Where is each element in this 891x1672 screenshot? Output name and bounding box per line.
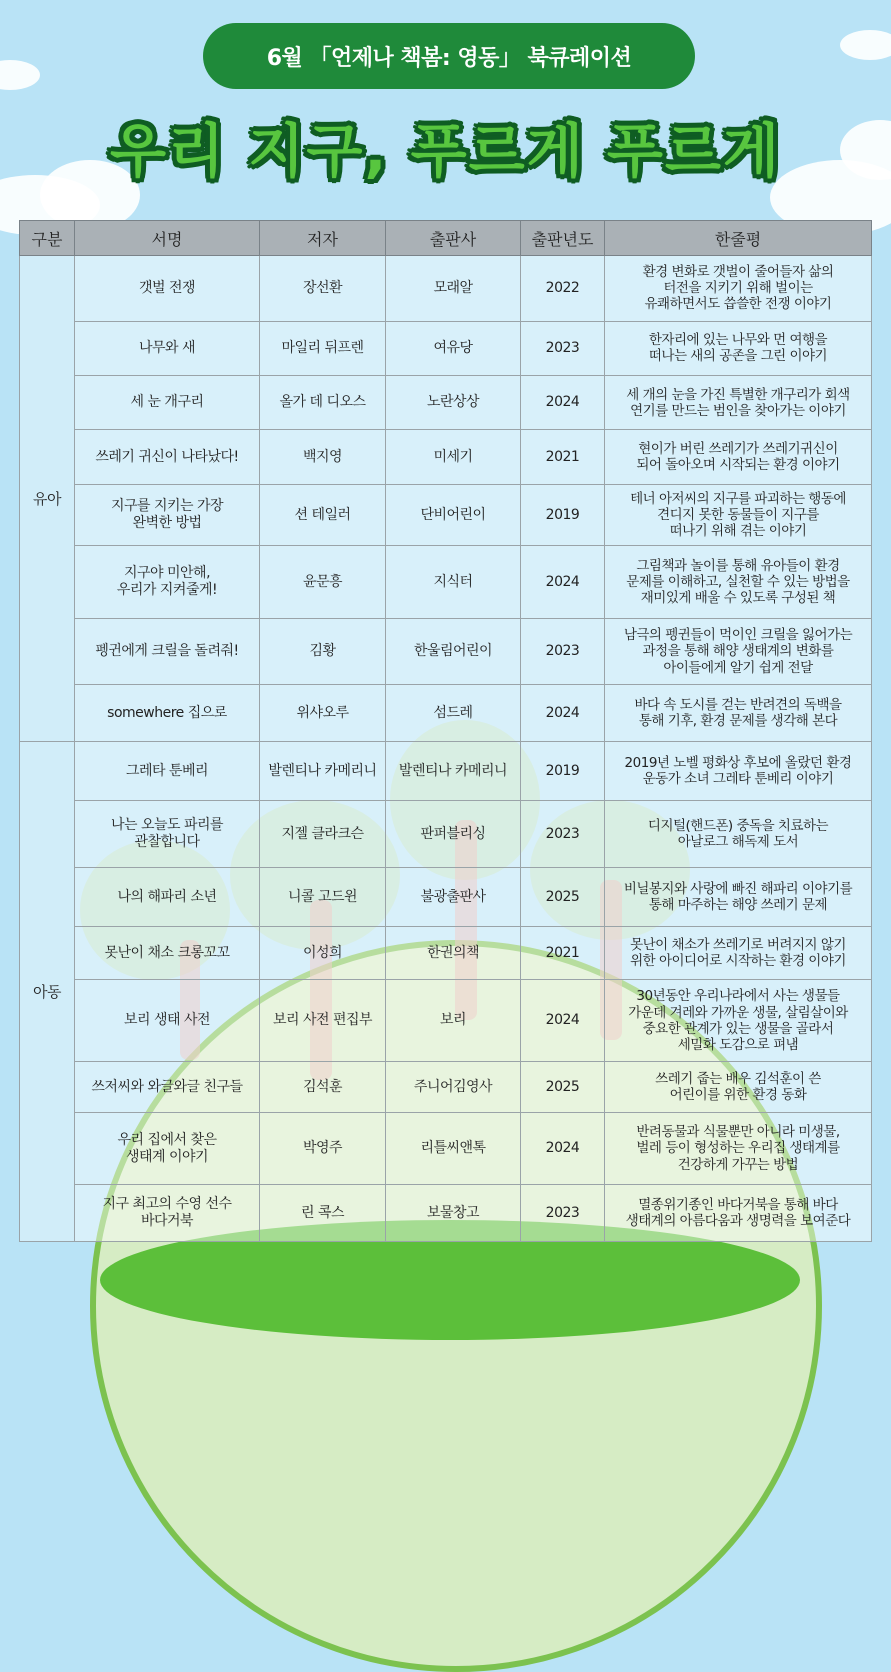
column-header: 출판년도: [521, 221, 605, 256]
category-cell: 아동: [20, 742, 75, 1242]
book-title: 못난이 채소 크롱꼬꼬: [75, 926, 260, 979]
table-body: [20, 256, 872, 1242]
book-author: 마일리 뒤프렌: [260, 321, 386, 375]
book-year: 2023: [521, 1185, 605, 1242]
book-list-table: [19, 220, 872, 1242]
book-title: 나무와 새: [75, 321, 260, 375]
table-header-row: [20, 221, 872, 256]
book-year: 2021: [521, 430, 605, 484]
book-year: 2023: [521, 619, 605, 685]
table-row: [20, 546, 872, 619]
cloud-decoration: [840, 30, 891, 60]
column-header: 서명: [75, 221, 260, 256]
book-title: 지구를 지키는 가장 완벽한 방법: [75, 484, 260, 546]
book-author: 션 테일러: [260, 484, 386, 546]
book-review: 반려동물과 식물뿐만 아니라 미생물, 벌레 등이 형성하는 우리집 생태계를 건강하게 가꾸는 방법: [605, 1112, 872, 1185]
book-author: 발렌티나 카메리니: [260, 742, 386, 800]
book-author: 윤문흥: [260, 546, 386, 619]
book-publisher: 보물창고: [386, 1185, 521, 1242]
book-year: 2019: [521, 484, 605, 546]
book-review: 환경 변화로 갯벌이 줄어들자 삶의 터전을 지키기 위해 벌이는 유쾌하면서도 씁쓸한 전쟁 이야기: [605, 256, 872, 322]
book-publisher: 여유당: [386, 321, 521, 375]
book-title: 갯벌 전쟁: [75, 256, 260, 322]
book-author: 백지영: [260, 430, 386, 484]
book-year: 2023: [521, 800, 605, 868]
book-year: 2024: [521, 684, 605, 741]
book-publisher: 보리: [386, 980, 521, 1062]
book-title: somewhere 집으로: [75, 684, 260, 741]
table-row: [20, 321, 872, 375]
book-review: 쓰레기 줍는 배우 김석훈이 쓴 어린이를 위한 환경 동화: [605, 1062, 872, 1112]
book-publisher: 단비어린이: [386, 484, 521, 546]
subtitle-badge: [203, 23, 695, 89]
book-author: 김황: [260, 619, 386, 685]
table-row: [20, 868, 872, 926]
book-review: 못난이 채소가 쓰레기로 버려지지 않기 위한 아이디어로 시작하는 환경 이야기: [605, 926, 872, 979]
book-review: 그림책과 놀이를 통해 유아들이 환경 문제를 이해하고, 실천할 수 있는 방법을 재미있게 배울 수 있도록 구성된 책: [605, 546, 872, 619]
book-year: 2025: [521, 1062, 605, 1112]
book-title: 세 눈 개구리: [75, 376, 260, 430]
book-year: 2025: [521, 868, 605, 926]
book-title: 지구 최고의 수영 선수 바다거북: [75, 1185, 260, 1242]
book-author: 린 콕스: [260, 1185, 386, 1242]
table-row: [20, 1062, 872, 1112]
book-review: 테너 아저씨의 지구를 파괴하는 행동에 견디지 못한 동물들이 지구를 떠나기 위해 겪는 이야기: [605, 484, 872, 546]
table-row: [20, 1112, 872, 1185]
book-title: 펭귄에게 크릴을 돌려줘!: [75, 619, 260, 685]
book-review: 비닐봉지와 사랑에 빠진 해파리 이야기를 통해 마주하는 해양 쓰레기 문제: [605, 868, 872, 926]
book-title: 그레타 툰베리: [75, 742, 260, 800]
column-header: 한줄평: [605, 221, 872, 256]
book-title: 쓰레기 귀신이 나타났다!: [75, 430, 260, 484]
book-title: 나는 오늘도 파리를 관찰합니다: [75, 800, 260, 868]
category-cell: 유아: [20, 256, 75, 742]
book-title: 보리 생태 사전: [75, 980, 260, 1062]
book-publisher: 불광출판사: [386, 868, 521, 926]
table-row: [20, 619, 872, 685]
book-publisher: 노란상상: [386, 376, 521, 430]
table-row: [20, 256, 872, 322]
book-publisher: 미세기: [386, 430, 521, 484]
book-author: 장선환: [260, 256, 386, 322]
book-review: 멸종위기종인 바다거북을 통해 바다 생태계의 아름다움과 생명력을 보여준다: [605, 1185, 872, 1242]
table-row: [20, 430, 872, 484]
book-review: 바다 속 도시를 걷는 반려견의 독백을 통해 기후, 환경 문제를 생각해 본다: [605, 684, 872, 741]
table-row: [20, 980, 872, 1062]
book-publisher: 한권의책: [386, 926, 521, 979]
book-author: 위샤오루: [260, 684, 386, 741]
book-year: 2024: [521, 980, 605, 1062]
book-year: 2019: [521, 742, 605, 800]
book-author: 김석훈: [260, 1062, 386, 1112]
book-author: 올가 데 디오스: [260, 376, 386, 430]
book-review: 2019년 노벨 평화상 후보에 올랐던 환경 운동가 소녀 그레타 툰베리 이야기: [605, 742, 872, 800]
book-title: 나의 해파리 소년: [75, 868, 260, 926]
table-row: [20, 684, 872, 741]
book-year: 2024: [521, 1112, 605, 1185]
book-publisher: 판퍼블리싱: [386, 800, 521, 868]
book-year: 2022: [521, 256, 605, 322]
book-author: 지젤 클라크슨: [260, 800, 386, 868]
book-year: 2024: [521, 376, 605, 430]
book-title: 지구야 미안해, 우리가 지켜줄게!: [75, 546, 260, 619]
table-row: [20, 484, 872, 546]
book-publisher: 주니어김영사: [386, 1062, 521, 1112]
book-publisher: 섬드레: [386, 684, 521, 741]
subtitle-text: 6월 「언제나 책봄: 영동」 북큐레이션: [266, 45, 632, 71]
book-review: 남극의 펭귄들이 먹이인 크릴을 잃어가는 과정을 통해 해양 생태계의 변화를 아이들에게 알기 쉽게 전달: [605, 619, 872, 685]
table-row: [20, 1185, 872, 1242]
page-title: 우리 지구, 푸르게 푸르게: [110, 117, 781, 185]
table-row: [20, 800, 872, 868]
book-author: 보리 사전 편집부: [260, 980, 386, 1062]
book-year: 2024: [521, 546, 605, 619]
table-row: [20, 926, 872, 979]
book-author: 니콜 고드윈: [260, 868, 386, 926]
book-author: 박영주: [260, 1112, 386, 1185]
cloud-decoration: [0, 60, 40, 90]
book-review: 30년동안 우리나라에서 사는 생물들 가운데 겨레와 가까운 생물, 살림살이와 중요한 관계가 있는 생물을 골라서 세밀화 도감으로 펴냄: [605, 980, 872, 1062]
book-review: 세 개의 눈을 가진 특별한 개구리가 회색 연기를 만드는 범인을 찾아가는 이야기: [605, 376, 872, 430]
book-publisher: 모래알: [386, 256, 521, 322]
book-title: 쓰저씨와 와글와글 친구들: [75, 1062, 260, 1112]
table-row: [20, 742, 872, 800]
book-publisher: 발렌티나 카메리니: [386, 742, 521, 800]
column-header: 저자: [260, 221, 386, 256]
book-year: 2023: [521, 321, 605, 375]
book-review: 한자리에 있는 나무와 먼 여행을 떠나는 새의 공존을 그린 이야기: [605, 321, 872, 375]
column-header: 출판사: [386, 221, 521, 256]
book-title: 우리 집에서 찾은 생태계 이야기: [75, 1112, 260, 1185]
book-year: 2021: [521, 926, 605, 979]
book-publisher: 한울림어린이: [386, 619, 521, 685]
column-header: 구분: [20, 221, 75, 256]
book-author: 이성희: [260, 926, 386, 979]
book-publisher: 리틀씨앤톡: [386, 1112, 521, 1185]
book-review: 현이가 버린 쓰레기가 쓰레기귀신이 되어 돌아오며 시작되는 환경 이야기: [605, 430, 872, 484]
book-review: 디지털(핸드폰) 중독을 치료하는 아날로그 해독제 도서: [605, 800, 872, 868]
book-publisher: 지식터: [386, 546, 521, 619]
table-row: [20, 376, 872, 430]
